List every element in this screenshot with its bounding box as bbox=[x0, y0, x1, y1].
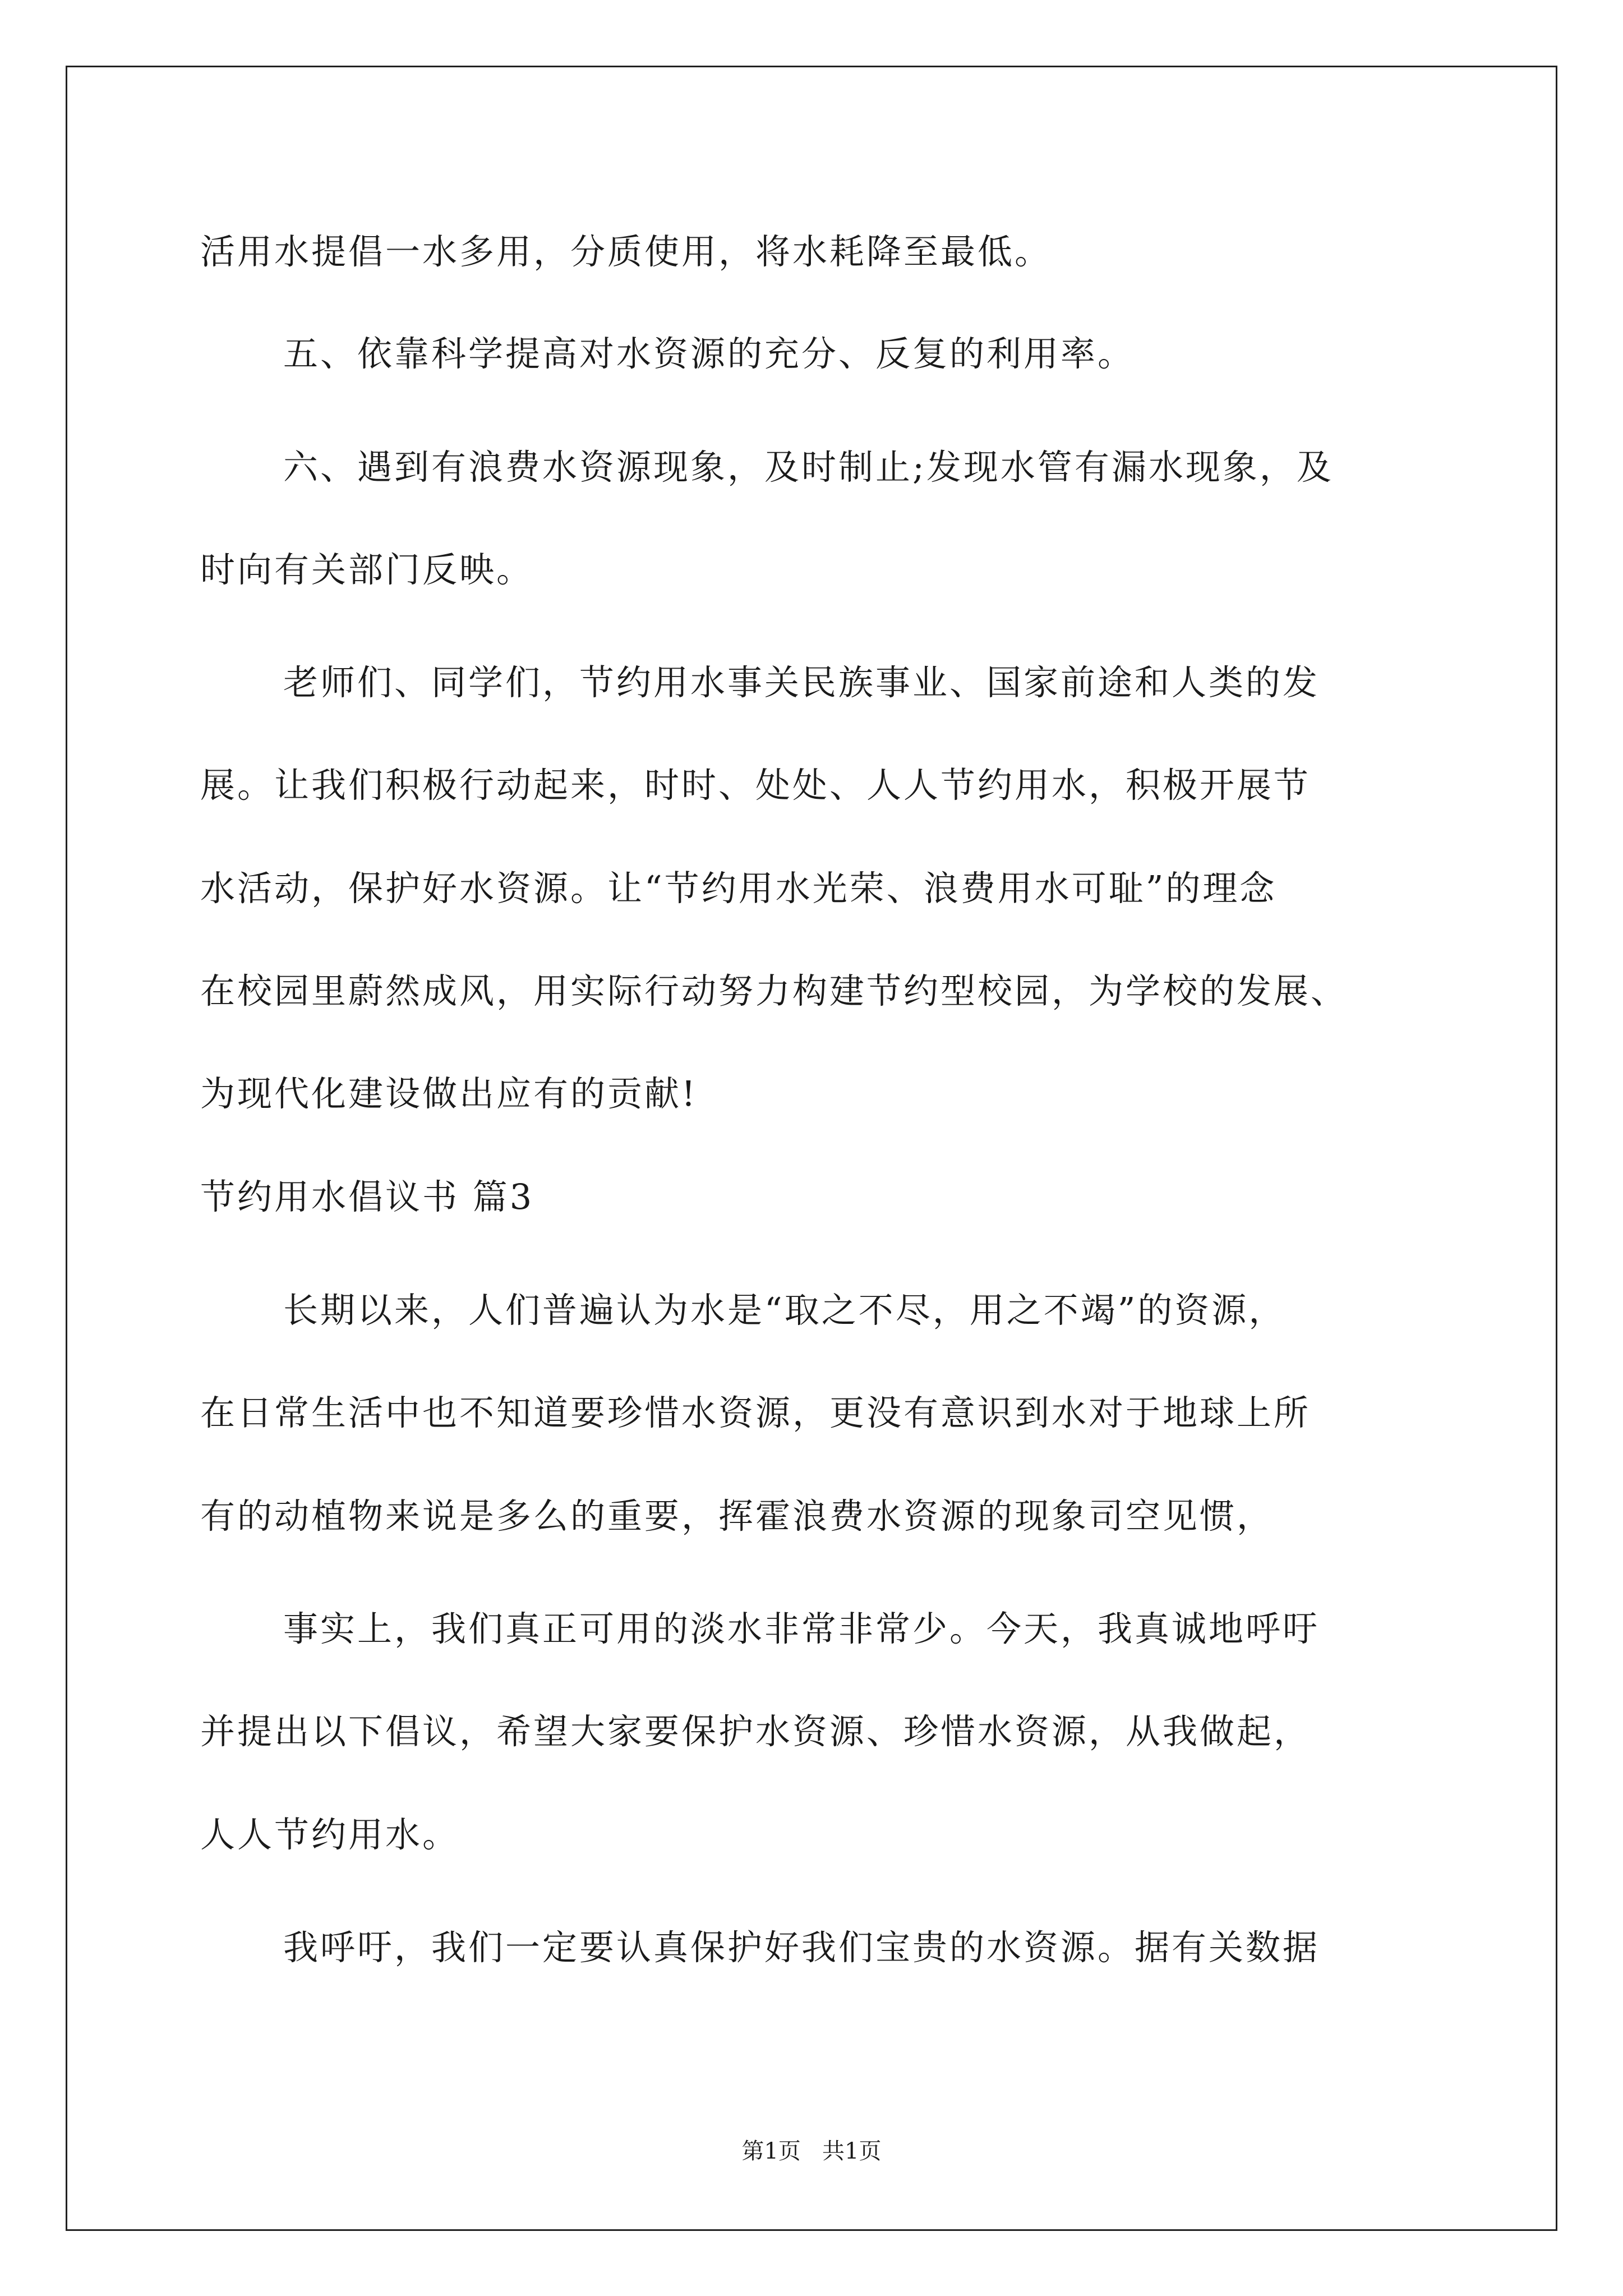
text-line: 人人节约用水。 bbox=[200, 1814, 460, 1855]
text-line: 展。让我们积极行动起来，时时、处处、人人节约用水，积极开展节 bbox=[200, 765, 1311, 806]
text-line: 六、遇到有浪费水资源现象，及时制止;发现水管有漏水现象，及 bbox=[283, 447, 1334, 487]
text-line: 我呼吁，我们一定要认真保护好我们宝贵的水资源。据有关数据 bbox=[283, 1927, 1320, 1968]
text-line: 活用水提倡一水多用，分质使用，将水耗降至最低。 bbox=[200, 231, 1052, 272]
page-footer: 第1页 共1页 bbox=[741, 2138, 882, 2164]
text-line: 为现代化建设做出应有的贡献! bbox=[200, 1073, 698, 1114]
text-line: 五、依靠科学提高对水资源的充分、反复的利用率。 bbox=[283, 333, 1135, 374]
text-line: 水活动，保护好水资源。让“节约用水光荣、浪费用水可耻”的理念 bbox=[200, 868, 1277, 909]
text-line: 长期以来，人们普遍认为水是“取之不尽，用之不竭”的资源， bbox=[283, 1290, 1286, 1331]
section-heading: 节约用水倡议书 篇3 bbox=[200, 1176, 534, 1217]
text-line: 事实上，我们真正可用的淡水非常非常少。今天，我真诚地呼吁 bbox=[283, 1608, 1320, 1649]
text-line: 并提出以下倡议，希望大家要保护水资源、珍惜水资源，从我做起， bbox=[200, 1711, 1311, 1752]
text-line: 在校园里蔚然成风，用实际行动努力构建节约型校园，为学校的发展、 bbox=[200, 970, 1348, 1011]
text-line: 在日常生活中也不知道要珍惜水资源，更没有意识到水对于地球上所 bbox=[200, 1392, 1311, 1433]
text-line: 有的动植物来说是多么的重要，挥霍浪费水资源的现象司空见惯， bbox=[200, 1496, 1274, 1536]
text-line: 老师们、同学们，节约用水事关民族事业、国家前途和人类的发 bbox=[283, 662, 1320, 703]
page-border bbox=[66, 66, 1557, 2231]
text-line: 时向有关部门反映。 bbox=[200, 549, 534, 590]
